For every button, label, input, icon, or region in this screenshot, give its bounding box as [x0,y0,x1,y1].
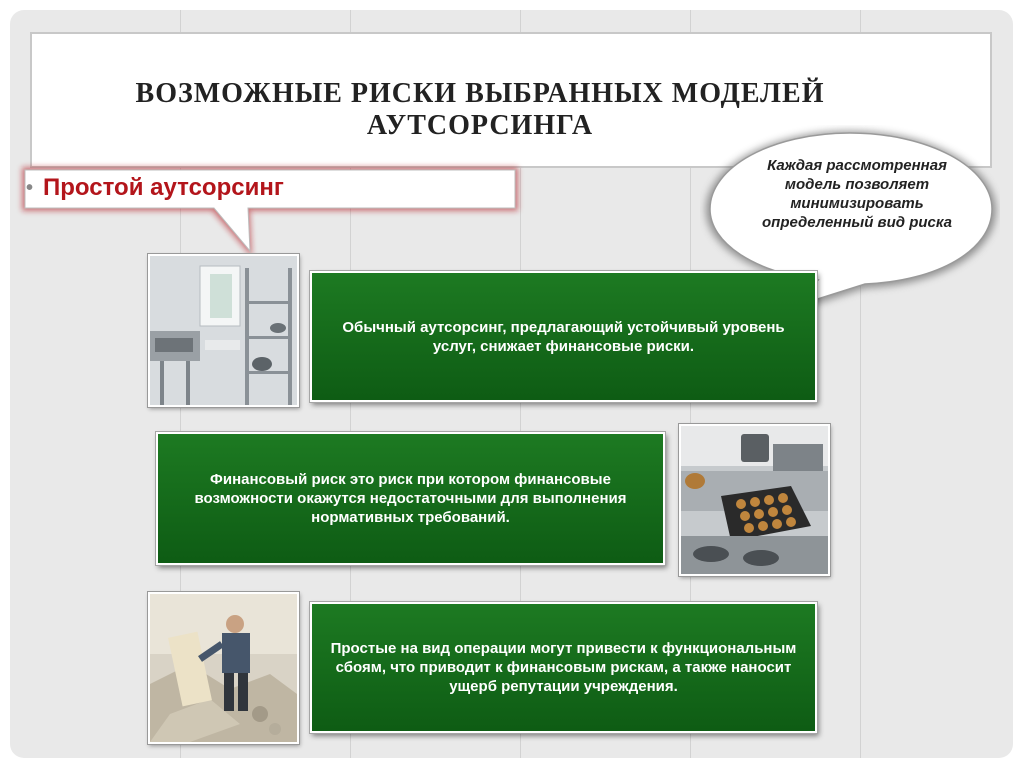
info-box-2 [156,432,665,565]
info-box-1 [310,271,817,402]
bakery-photo [679,424,830,576]
worker-photo [148,592,299,744]
bullet-icon: • [26,176,34,199]
slide-title: ВОЗМОЖНЫЕ РИСКИ ВЫБРАННЫХ МОДЕЛЕЙ АУТСОРСИНГА [135,78,825,141]
info-box-2-text: Финансовый риск это риск при котором финансовые возможности окажутся недостаточными для выполнения нормативных требований. [194,471,627,526]
info-box-1-text: Обычный аутсорсинг, предлагающий устойчивый уровень услуг, снижает финансовые риски. [342,318,785,355]
kitchen-photo [148,254,299,407]
info-box-3 [310,602,817,733]
callout-label [26,174,284,202]
bubble-text: Каждая рассмотренная модель позволяет минимизировать определенный вид риска [762,157,953,231]
callout-text: Простой аутсорсинг [43,174,284,201]
info-box-3-text: Простые на вид операции могут привести к функциональным сбоям, что приводит к финансовым рискам, а также наносит ущерб репутации учреждения. [330,640,797,695]
